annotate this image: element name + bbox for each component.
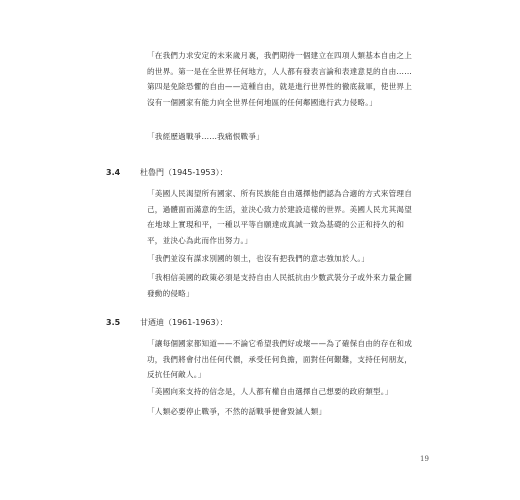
kennedy-quote-2 (147, 384, 417, 400)
quote-paragraph: 「我經歷過戰爭……我痛恨戰爭」 (147, 132, 264, 141)
section-number: 3.5 (106, 318, 121, 327)
truman-quote-3 (147, 270, 417, 301)
quote-paragraph: 「我相信美國的政策必須是支持自由人民抵抗由少數武裝分子或外來力量企圖發動的侵略」 (147, 273, 412, 298)
section-heading-truman (106, 167, 228, 179)
kennedy-quote-3 (147, 404, 417, 420)
section-title: 甘迺迪（1961-1963）： (140, 318, 228, 327)
section-number: 3.4 (106, 168, 121, 177)
quote-paragraph: 「美國向來支持的信念是，人人都有權自由選擇自己想要的政府類型。」 (147, 387, 393, 396)
section-title: 杜魯門（1945-1953）： (140, 168, 228, 177)
section-heading-kennedy (106, 317, 228, 329)
truman-quote-2 (147, 251, 417, 267)
intro-quote-2 (147, 129, 417, 145)
kennedy-quote-1 (147, 336, 417, 383)
intro-quote-1 (147, 48, 417, 110)
quote-paragraph: 「人類必要停止戰爭，不然的話戰爭便會毀滅人類」 (147, 407, 327, 416)
truman-quote-1 (147, 186, 417, 248)
quote-paragraph: 「在我們力求安定的未來歲月裏，我們期待一個建立在四項人類基本自由之上的世界。第一是在全世界任何地方，人人都有發表言論和表達意見的自由……第四是免除恐懼的自由——這種自由，就是進行世界性的徹底裁軍，使世界上沒有一個國家有能力向全世界任何地區的任何鄰國進行武力侵略。」 (147, 51, 412, 107)
page-number: 19 (420, 455, 429, 463)
quote-paragraph: 「美國人民渴望所有國家、所有民族能自由選擇他們認為合適的方式來管理自己，過體面而滿意的生活，並決心致力於建設這樣的世界。美國人民尤其渴望在地球上實現和平，一種以平等自願達成真誠一致為基礎的公正和持久的和平，並決心為此而作出努力。」 (147, 189, 412, 245)
quote-paragraph: 「我們並沒有謀求別國的領土，也沒有把我們的意志強加於人。」 (147, 254, 370, 263)
quote-paragraph: 「讓每個國家都知道——不論它希望我們好或壞——為了確保自由的存在和成功，我們將會付出任何代價，承受任何負擔，面對任何艱難，支持任何朋友，反抗任何敵人。」 (147, 339, 412, 379)
